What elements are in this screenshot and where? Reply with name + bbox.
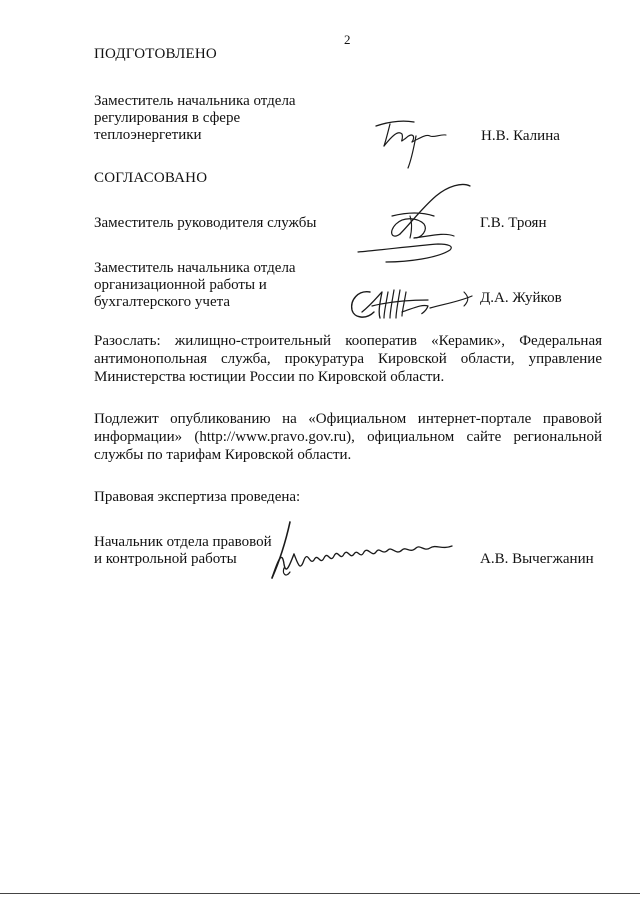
legal-review-name: А.В. Вычегжанин — [480, 551, 594, 567]
position-line: Начальник отдела правовой — [94, 534, 272, 550]
position-line: Заместитель руководителя службы — [94, 215, 317, 231]
agreed-position-2 — [94, 260, 296, 311]
signature-vychegzhanin — [264, 520, 464, 584]
publication-text: Подлежит опубликованию на «Официальном интернет-портале правовой информации» (http://www.pravo.gov.ru), официальном сайте региональной службы по тарифам Кировской области. — [94, 411, 602, 463]
page-number: 2 — [344, 32, 351, 47]
signature-kalina — [368, 112, 468, 172]
agreed-position-1 — [94, 215, 316, 232]
legal-review-statement: Правовая экспертиза проведена: — [94, 489, 301, 505]
position-line: регулирования в сфере — [94, 110, 241, 126]
signature-troyan — [352, 178, 482, 270]
position-line: теплоэнергетики — [94, 127, 202, 143]
distribution-text: Разослать: жилищно-строительный кооператив «Керамик», Федеральная антимонопольная служба, прокуратура Кировской области, управление Министерства юстиции России по Кировской области. — [94, 333, 602, 385]
prepared-heading: ПОДГОТОВЛЕНО — [94, 46, 217, 62]
position-line: Заместитель начальника отдела — [94, 260, 296, 276]
agreed-heading: СОГЛАСОВАНО — [94, 170, 208, 186]
prepared-name: Н.В. Калина — [481, 128, 560, 144]
agreed-name-1: Г.В. Троян — [480, 215, 547, 231]
position-line: Заместитель начальника отдела — [94, 93, 296, 109]
prepared-position — [94, 93, 296, 144]
position-line: и контрольной работы — [94, 551, 237, 567]
agreed-name-2: Д.А. Жуйков — [480, 290, 562, 306]
position-line: организационной работы и — [94, 277, 267, 293]
signature-zhuykov — [344, 282, 480, 328]
bottom-rule — [0, 893, 640, 894]
position-line: бухгалтерского учета — [94, 294, 231, 310]
legal-review-position — [94, 534, 272, 568]
